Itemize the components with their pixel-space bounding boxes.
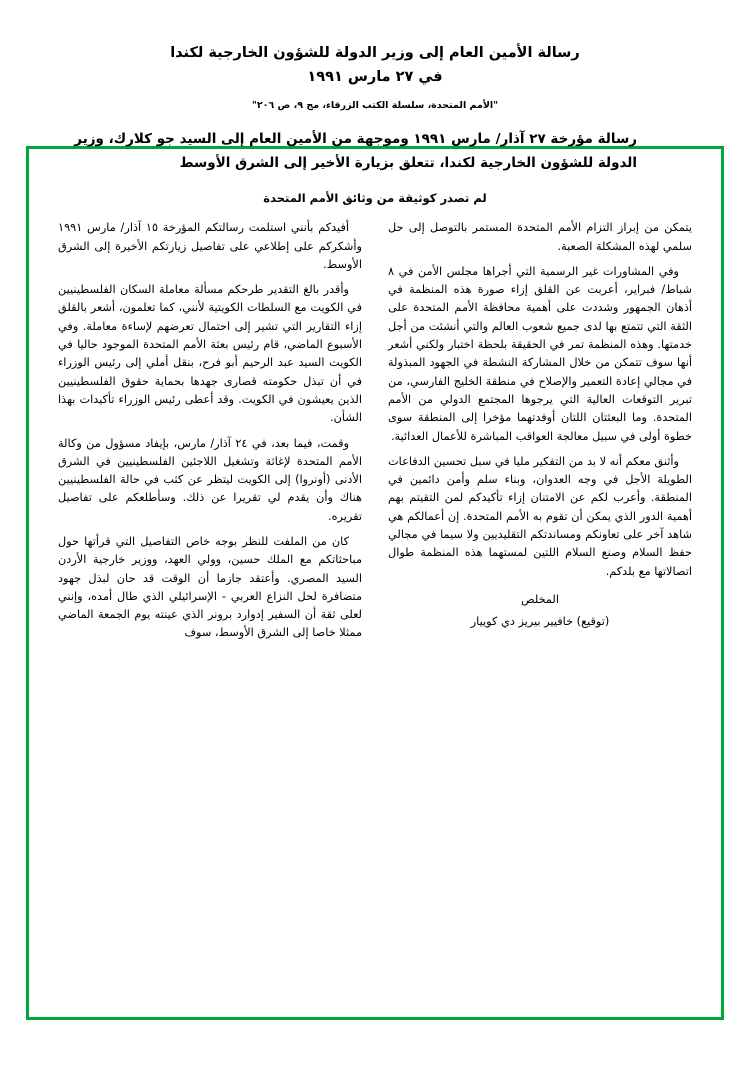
two-column-text: [58, 219, 692, 650]
signature-line: (توقيع) خافيير بيريز دي كوييار: [470, 615, 610, 629]
paragraph: وقمت، فيما بعد، في ٢٤ آذار/ مارس، بإيفاد مسؤول من وكالة الأمم المتحدة لإغاثة وتشغيل اللاجئين الفلسطينيين في الشرق الأدنى (أونروا) إلى الكويت ليتظر عن كثب في حالة الفلسطينيين هناك وأن يقدم لي تقريرا عن ذلك. وسأطلعكم على تفاصيل تقريره.: [58, 436, 362, 523]
letter-body: [58, 128, 692, 1067]
paragraph: يتمكن من إبراز التزام الأمم المتحدة المستمر بالتوصل إلى حل سلمي لهذه المشكلة الصعبة.: [388, 221, 692, 253]
letter-closing: [388, 591, 692, 632]
paragraph: وفي المشاورات غير الرسمية التي أجراها مجلس الأمن في ٨ شباط/ فبراير، أعربت عن القلق إزاء صورة هذه المنظمة في أذهان الجمهور وشددت على أهمية محافظة الأمم المتحدة على الثقة التي تتمتع بها لدى جميع شعوب العالم والتي أنشئت من أجل خدمتها. وهذه المنظمة تمر في الحقيقة بلحظة اختبار ولكني أشعر أنها سوف تتمكن من خلال المشاركة النشطة في الجهود المبذولة في مجالي إعادة التعمير والإصلاح في منطقة الخليج الفارسي، من تبرير التوقعات العالية التي يرجوها المجتمع الدولي من الأمم المتحدة. وما البعثتان اللتان أوفدتهما مؤخرا إلى المنطقة سوى خطوة أولى في سبيل معالجة العواقب المباشرة للأعمال العدائية.: [388, 264, 692, 443]
paragraph: وأقدر بالغ التقدير طرحكم مسألة معاملة السكان الفلسطينيين في الكويت مع السلطات الكويتية لأنني، كما تعلمون، أشعر بالقلق إزاء التقارير التي تشير إلى احتمال تعرضهم لإساءة معاملة. وفي الأسبوع الماضي، قام رئيس بعثة الأمم المتحدة الموجود حاليا في الكويت السيد عبد الرحيم أبو فرح، بنقل أملي إلى رئيس الوزراء في أن تبذل حكومته قصارى جهدها بحماية حقوق الفلسطينيين الذين يعيشون في الكويت. وقد أعطى رئيس الوزراء تأكيدات بهذا الشأن.: [58, 283, 362, 425]
paragraph: وأثنق معكم أنه لا بد من التفكير مليا في سبل تحسين الدفاعات الطويلة الأجل في وجه العدوان، وبناء سلم وأمن دائمين في المنطقة. وأعرب لكم عن الامتنان إزاء تأكيدكم لمن التقيتم بهم أهمية الدور الذي يمكن أن تقوم به الأمم المتحدة. إن أعمالكم هي شاهد آخر على تعاونكم ومساندتكم التقليديين ولا سيما في مجالي حفظ السلام وصنع السلام اللتين لمستهما هذه المنظمة طوال اتصالاتها مع بلدكم.: [388, 454, 692, 578]
source-citation: "الأمم المتحدة، سلسلة الكتب الزرقاء، مج ٩، ص ٢٠٦": [251, 99, 499, 111]
closing-label: المخلص: [521, 592, 559, 606]
page-title-date: في ٢٧ مارس ١٩٩١: [307, 69, 443, 86]
left-column: [388, 219, 692, 631]
page-title: رسالة الأمين العام إلى وزير الدولة للشؤون الخارجية لكندا: [170, 45, 580, 61]
paragraph: أفيدكم بأنني استلمت رسالتكم المؤرخة ١٥ آذار/ مارس ١٩٩١ وأشكركم على إطلاعي على تفاصيل زيارتكم الأخيرة إلى الشرق الأوسط.: [58, 221, 362, 271]
right-column: [58, 219, 362, 650]
not-issued-note: لم تصدر كوثيقة من وثائق الأمم المتحدة: [263, 191, 487, 206]
document-header: [40, 42, 710, 111]
letter-heading: رسالة مؤرخة ٢٧ آذار/ مارس ١٩٩١ وموجهة من الأمين العام إلى السيد جو كلارك، وزير الدولة للشؤون الخارجية لكندا، تتعلق بزيارة الأخير إلى الشرق الأوسط: [74, 131, 637, 171]
paragraph: كان من الملفت للنظر بوجه خاص التفاصيل التي قرأتها حول مباحثاتكم مع الملك حسين، وولي العهد، ووزير خارجية الأردن السيد المصري. وأعتقد جازما أن الوقت قد حان لبذل جهود متضافرة لحل النزاع العربي - الإسرائيلي الذي طال أمده، وإنني لعلى ثقة أن السفير إدوارد برونر الذي عينته يوم الجمعة الماضي ممثلا خاصا إلى الشرق الأوسط، سوف: [58, 535, 362, 640]
